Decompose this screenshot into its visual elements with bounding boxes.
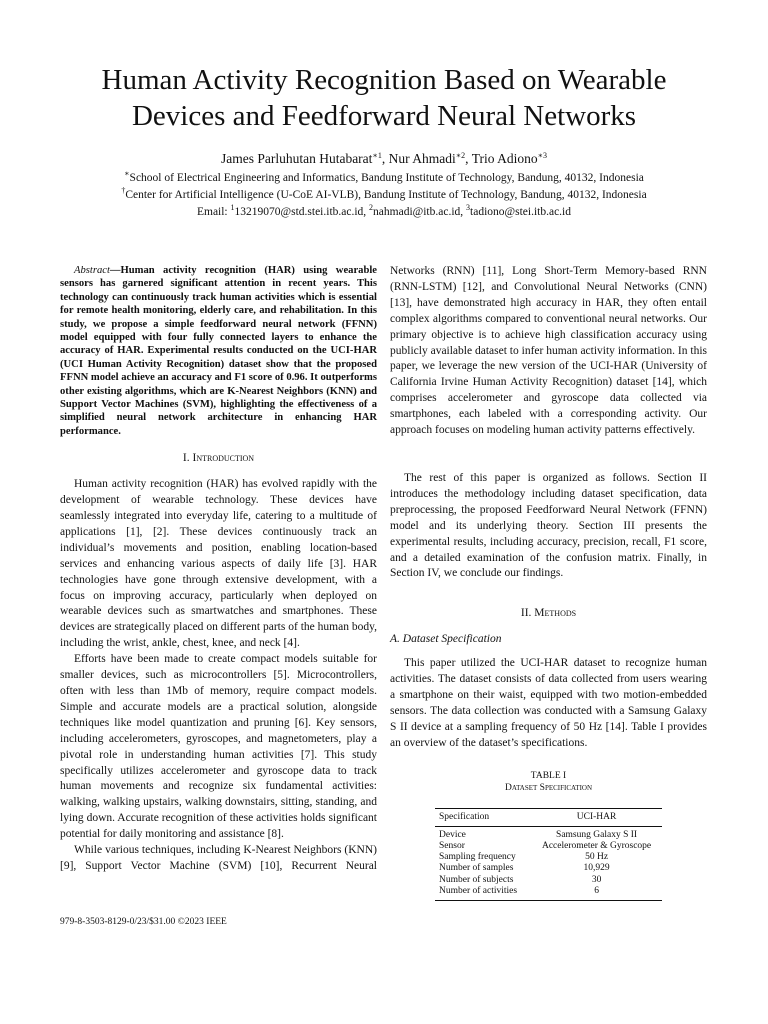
affiliation-mark: ∗ bbox=[124, 169, 130, 178]
table-header-cell: Specification bbox=[435, 808, 531, 826]
title-line-1: Human Activity Recognition Based on Wearable bbox=[101, 64, 667, 96]
email-line: Email: $^1$13219070@std.stei.itb.ac.id, $^2$nahmadi@itb.ac.id, $^3$tadiono@stei.itb.ac.id bbox=[196, 203, 572, 218]
affiliation-1: ∗School of Electrical Engineering and Informatics, Bandung Institute of Technology, Bandung, 40132, Indonesia bbox=[124, 169, 644, 184]
table-header-cell: UCI-HAR bbox=[531, 808, 662, 826]
intro-paragraph-4: The rest of this paper is organized as follows. Section II introduces the methodology including dataset specification, data preprocessing, the proposed Feedforward Neural Network (FFNN) model and its underlying theory. Section III presents the experimental results, including accuracy, precision, recall, F1 score, and a detailed examination of the confusion matrix. Finally, in Section IV, we conclude our findings. bbox=[390, 472, 707, 580]
author-name: Nur Ahmadi bbox=[388, 151, 456, 166]
copyright-footer: 979-8-3503-8129-0/23/$31.00 ©2023 IEEE bbox=[60, 917, 227, 927]
table-number: TABLE I bbox=[530, 770, 567, 781]
author-name: Trio Adiono bbox=[471, 151, 538, 166]
methods-paragraph-1: This paper utilized the UCI-HAR dataset to recognize human activities. The dataset consists of data collected from users wearing a smartphone on their waist, equipped with two motion-embedded sensors. The data collection was conducted with a Samsung Galaxy S II device at a sampling frequency of 50 Hz [14]. Table I provides an overview of the dataset’s specifications. bbox=[390, 657, 707, 749]
table-row: Device Samsung Galaxy S II bbox=[439, 829, 638, 840]
email-label: Email: bbox=[196, 206, 228, 218]
table-row: Number of subjects 30 bbox=[439, 874, 602, 885]
table-row: Sensor Accelerometer & Gyroscope bbox=[439, 841, 652, 851]
abstract-text: —Human activity recognition (HAR) using wearable sensors has garnered significant attention in recent years. This technology can continuously track human activities which is essential for remote health monitoring, elderly care, and rehabilitation. In this study, we propose a simple feedforward neural network (FFNN) model equipped with four fully connected layers to enhance the accuracy of HAR. Experimental results conducted on the UCI-HAR (UCI Human Activity Recognition) dataset show that the proposed FFNN model achieve an accuracy and F1 score of 0.96. It outperforms other existing algorithms, which are K-Nearest Neighbors (KNN) and Support Vector Machines (SVM), highlighting the effectiveness of a simplified neural network architecture in enhancing HAR performance. bbox=[60, 265, 377, 437]
author-mark: ∗1 bbox=[372, 151, 382, 160]
table-row: Number of activities 6 bbox=[435, 886, 662, 901]
intro-paragraph-1: Human activity recognition (HAR) has evolved rapidly with the development of wearable technology. These devices have seamlessly integrated into everyday life, catering to a multitude of applications [1], [2]. These devices continuously track an individual’s movements and position, enabling location-based services and enhancing various aspects of daily life [3]. HAR technologies have gone through extensive development, with a focus on improving accuracy, particularly when deployed on wearable devices such as smartwatches and smartphones. These devices are strategically placed on different parts of the human body, including the wrist, ankle, chest, knee, and neck [4]. bbox=[60, 478, 377, 650]
section-heading-methods: II. Methods bbox=[520, 607, 577, 620]
abstract bbox=[60, 264, 377, 438]
author-list: James Parluhutan Hutabarat$^{∗1}$, Nur Ahmadi$^{∗2}$, Trio Adiono$^{∗3}$ bbox=[220, 151, 548, 166]
left-column bbox=[60, 264, 377, 875]
abstract-label: Abstract bbox=[74, 265, 110, 276]
author-mark: ∗3 bbox=[537, 151, 548, 160]
title-line-2: Devices and Feedforward Neural Networks bbox=[131, 100, 637, 132]
right-column bbox=[390, 264, 707, 901]
table-header-row bbox=[435, 808, 662, 826]
intro-paragraph-3-tail: Networks (RNN) [11], Long Short-Term Memory-based RNN (RNN-LSTM) [12], and Convolutional Neural Networks (CNN) [13], have demonstrated high accuracy in HAR, they often entail complex algorithms compared to conventional neural networks. Our primary objective is to achieve high classification accuracy using publicly available dataset to infer human activity information. In this paper, we leverage the new version of the UCI-HAR (University of California Irvine Human Activity Recognition) dataset [14], which comprises accelerometer and gyroscope data collected via smartphones, each labeled with a corresponding activity. Our approach focuses on modeling human activity patterns effectively. bbox=[390, 265, 707, 437]
affiliations bbox=[40, 170, 728, 221]
dataset-spec-table bbox=[435, 808, 662, 901]
affiliation-2: †Center for Artificial Intelligence (U-CoE AI-VLB), Bandung Institute of Technology, Bandung, 40132, Indonesia bbox=[121, 186, 647, 201]
paper-title bbox=[40, 62, 728, 134]
table-row: Number of samples 10,929 bbox=[439, 863, 610, 874]
email-link[interactable]: nahmadi@itb.ac.id, bbox=[373, 206, 464, 218]
author-name: James Parluhutan Hutabarat bbox=[220, 151, 373, 166]
table-caption bbox=[390, 770, 707, 794]
section-heading-introduction: I. Introduction bbox=[182, 452, 255, 465]
table-title: Dataset Specification bbox=[504, 782, 593, 793]
intro-paragraph-2: Efforts have been made to create compact models suitable for smaller devices, such as microcontrollers [5]. Microcontrollers, often with less than 1Mb of memory, require compact models. Simple and accurate models are a practical solution, alongside techniques like model quantization and pruning [6]. Key sensors, including accelerometers, gyroscopes, and magnetometers, play a pivotal role in understanding human activities [7]. This study specifically utilizes accelerometer and gyroscope data to track human movements and recognize six fundamental activities: walking, walking upstairs, walking downstairs, sitting, standing, and lying down. Accurate recognition of these activities holds significant potential for daily monitoring and assistance [8]. bbox=[60, 653, 377, 841]
author-mark: ∗2 bbox=[455, 151, 466, 160]
intro-paragraph-3: While various techniques, including K-Nearest Neighbors (KNN) [9], Support Vector Machine (SVM) [10], Recurrent Neural bbox=[60, 844, 377, 872]
email-link[interactable]: tadiono@stei.itb.ac.id bbox=[470, 206, 572, 218]
intro-paragraph-3-continued bbox=[390, 264, 707, 471]
table-row: Sampling frequency 50 Hz bbox=[439, 852, 609, 863]
subsection-heading-dataset: A. Dataset Specification bbox=[390, 633, 502, 646]
email-link[interactable]: 13219070@std.stei.itb.ac.id, bbox=[234, 206, 367, 218]
affiliation-mark: † bbox=[121, 186, 126, 195]
